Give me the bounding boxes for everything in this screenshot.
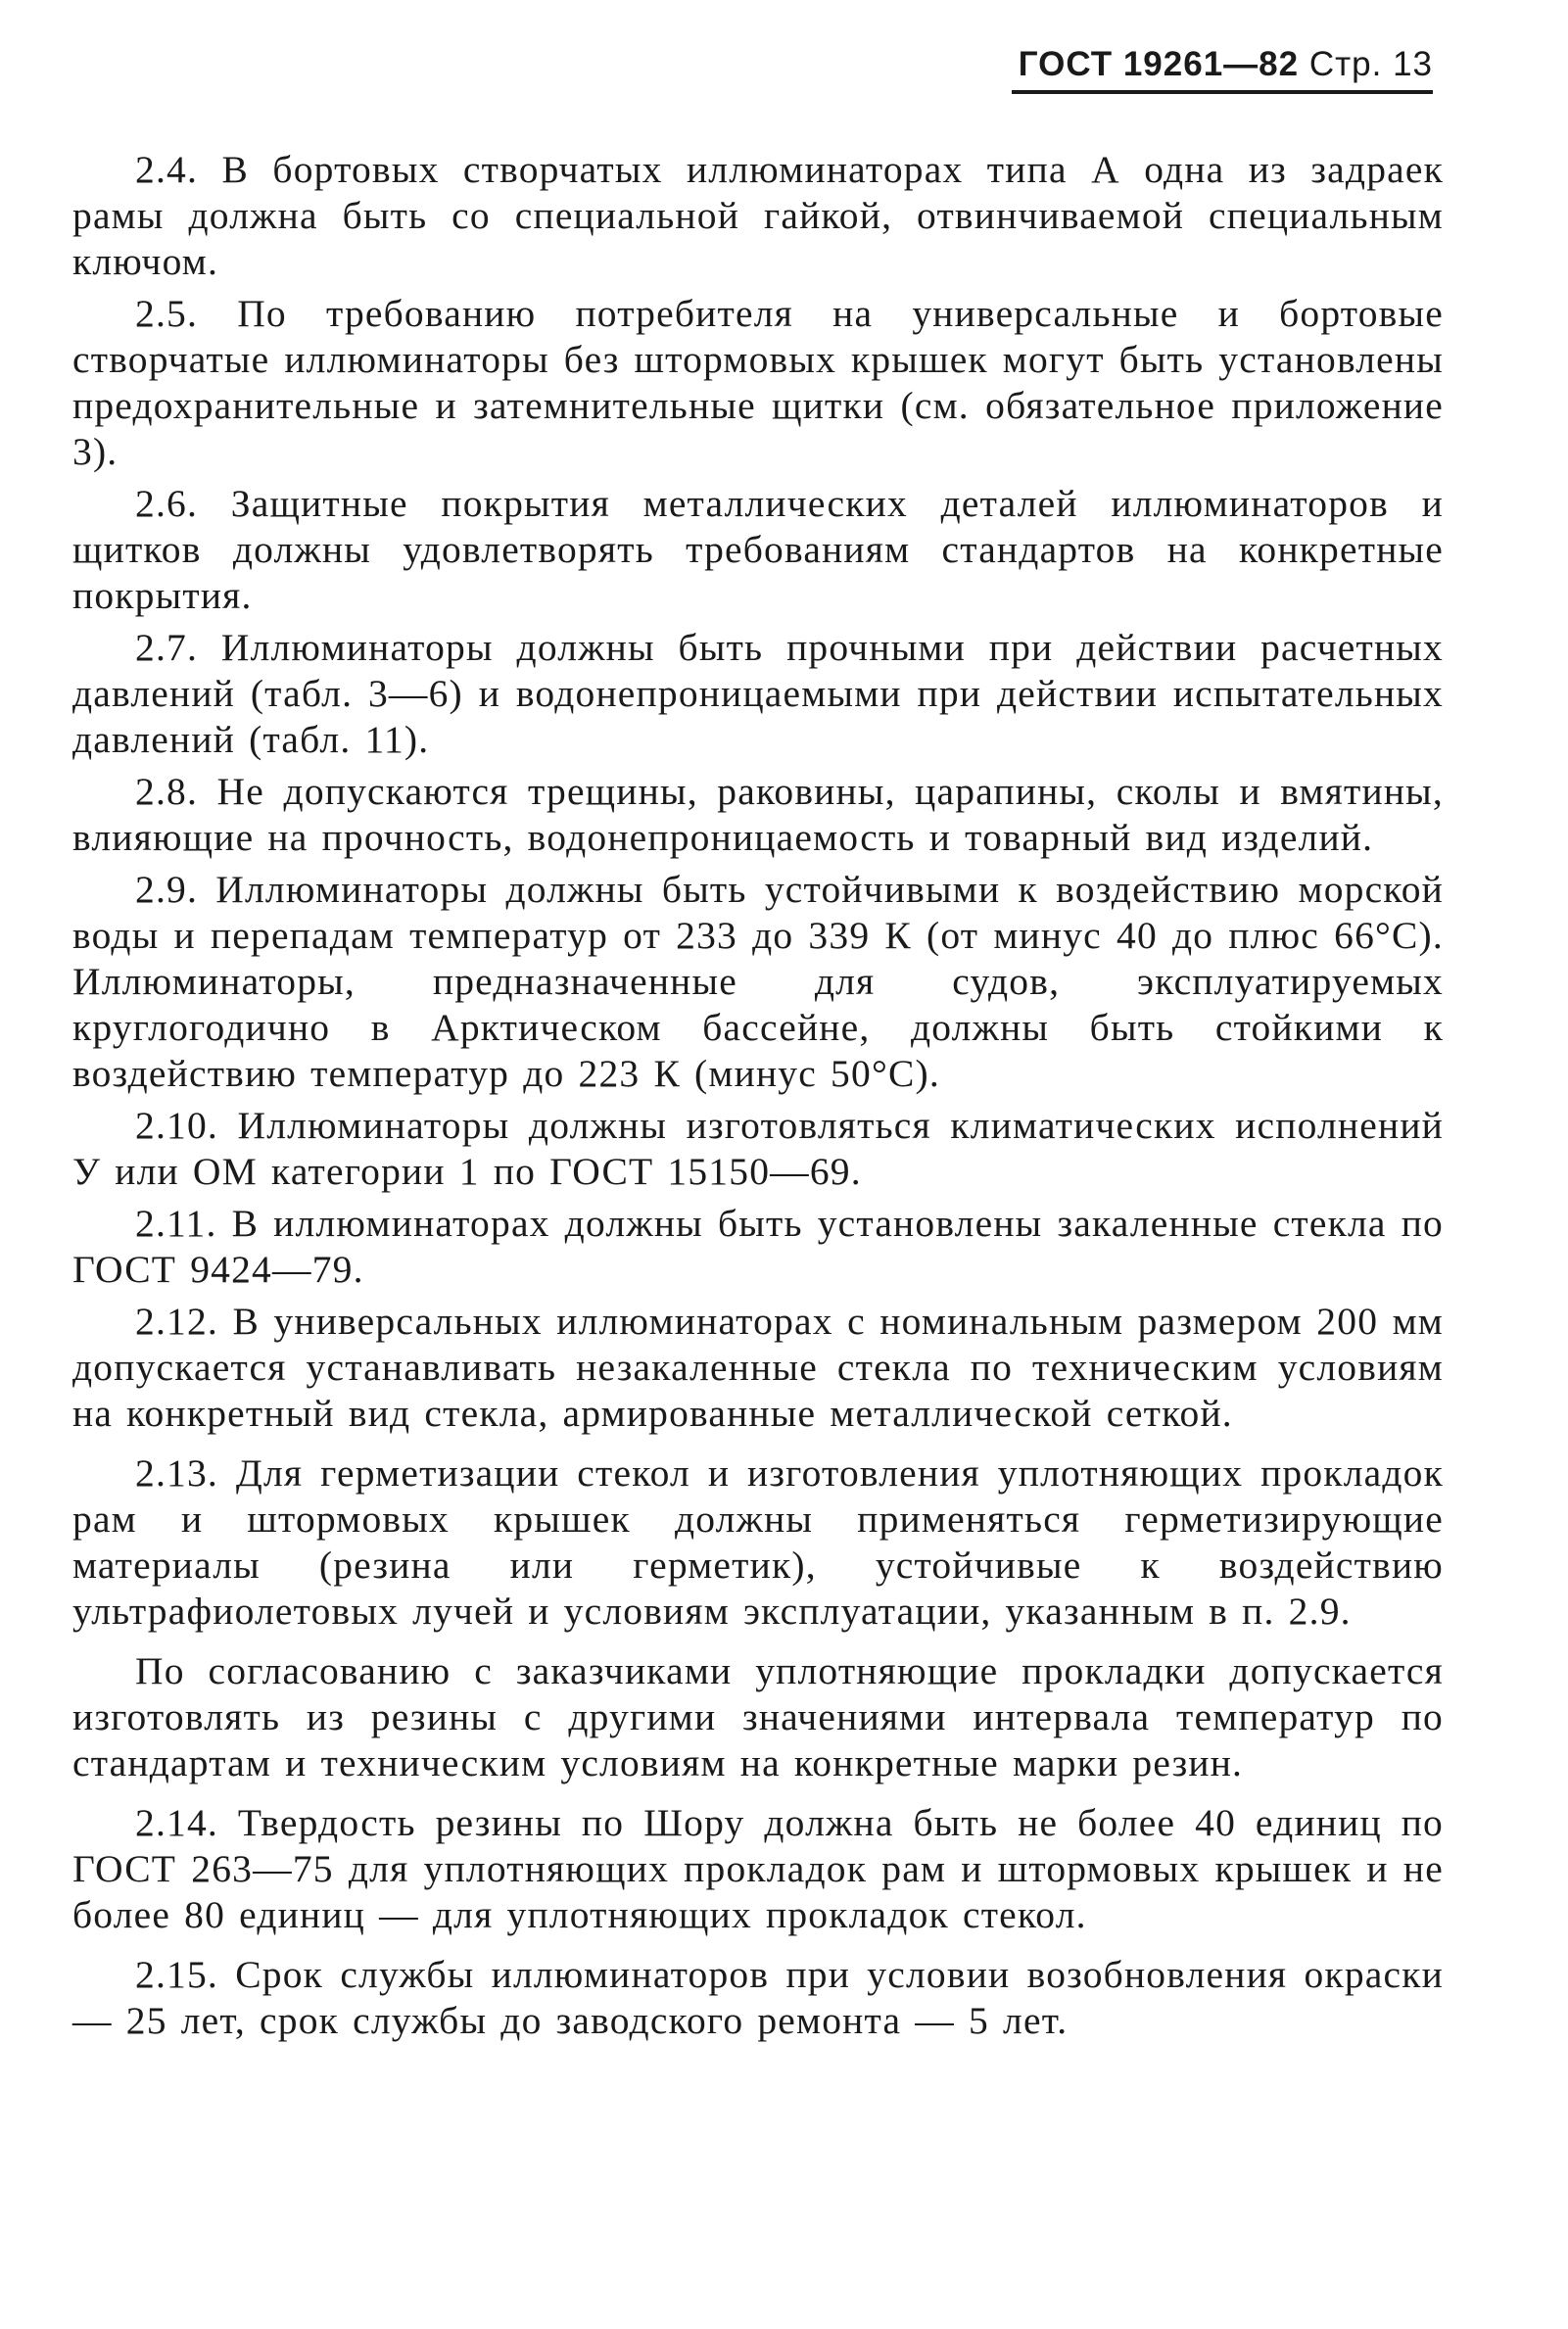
header-rule: [1012, 90, 1433, 94]
clause-2-4: 2.4. В бортовых створчатых иллюминаторах типа А одна из задраек рамы должна быть со специальной гайкой, отвинчиваемой специальным ключом.: [72, 148, 1444, 283]
clause-2-14: 2.14. Твердость резины по Шору должна быть не более 40 единиц по ГОСТ 263—75 для уплотняющих прокладок рам и штормовых крышек и не более 80 единиц — для уплотняющих прокладок стекол.: [72, 1801, 1444, 1936]
clause-2-11: 2.11. В иллюминаторах должны быть установлены закаленные стекла по ГОСТ 9424—79.: [72, 1202, 1444, 1291]
clause-2-13: 2.13. Для герметизации стекол и изготовления уплотняющих прокладок рам и штормовых крышек должны применяться герметизирующие материалы (резина или герметик), устойчивые к воздействию ультрафиолетовых лучей и условиям эксплуатации, указанным в п. 2.9.: [72, 1451, 1444, 1633]
clause-2-7: 2.7. Иллюминаторы должны быть прочными при действии расчетных давлений (табл. 3—6) и водонепроницаемыми при действии испытательных давлений (табл. 11).: [72, 626, 1444, 761]
clause-2-10: 2.10. Иллюминаторы должны изготовляться климатических исполнений У или ОМ категории 1 по ГОСТ 15150—69.: [72, 1104, 1444, 1193]
clause-2-9: 2.9. Иллюминаторы должны быть устойчивыми к воздействию морской воды и перепадам температур от 233 до 339 К (от минус 40 до плюс 66°С). Иллюминаторы, предназначенные для судов, эксплуатируемых круглогодично в Арктическом бассейне, должны быть стойкими к воздействию температур до 223 К (минус 50°С).: [72, 868, 1444, 1095]
clause-2-8: 2.8. Не допускаются трещины, раковины, царапины, сколы и вмятины, влияющие на прочность, водонепроницаемость и товарный вид изделий.: [72, 770, 1444, 859]
page-header: [1012, 43, 1433, 94]
clause-2-5: 2.5. По требованию потребителя на универсальные и бортовые створчатые иллюминаторы без штормовых крышек могут быть установлены предохранительные и затемнительные щитки (см. обязательное приложение 3).: [72, 292, 1444, 473]
standard-number: ГОСТ 19261—82: [1018, 45, 1300, 83]
document-body: [72, 147, 1444, 2050]
clause-2-12: 2.12. В универсальных иллюминаторах с номинальным размером 200 мм допускается устанавливать незакаленные стекла по техническим условиям на конкретный вид стекла, армированные металлической сеткой.: [72, 1300, 1444, 1435]
page-number: Стр. 13: [1308, 45, 1433, 83]
clause-2-15: 2.15. Срок службы иллюминаторов при условии возобновления окраски — 25 лет, срок службы до заводского ремонта — 5 лет.: [72, 1953, 1444, 2042]
header-line: [1012, 43, 1433, 86]
clause-2-6: 2.6. Защитные покрытия металлических деталей иллюминаторов и щитков должны удовлетворять требованиям стандартов на конкретные покрытия.: [72, 482, 1444, 617]
clause-2-13-note: По согласованию с заказчиками уплотняющие прокладки допускается изготовлять из резины с другими значениями интервала температур по стандартам и техническим условиям на конкретные марки резин.: [72, 1649, 1444, 1784]
